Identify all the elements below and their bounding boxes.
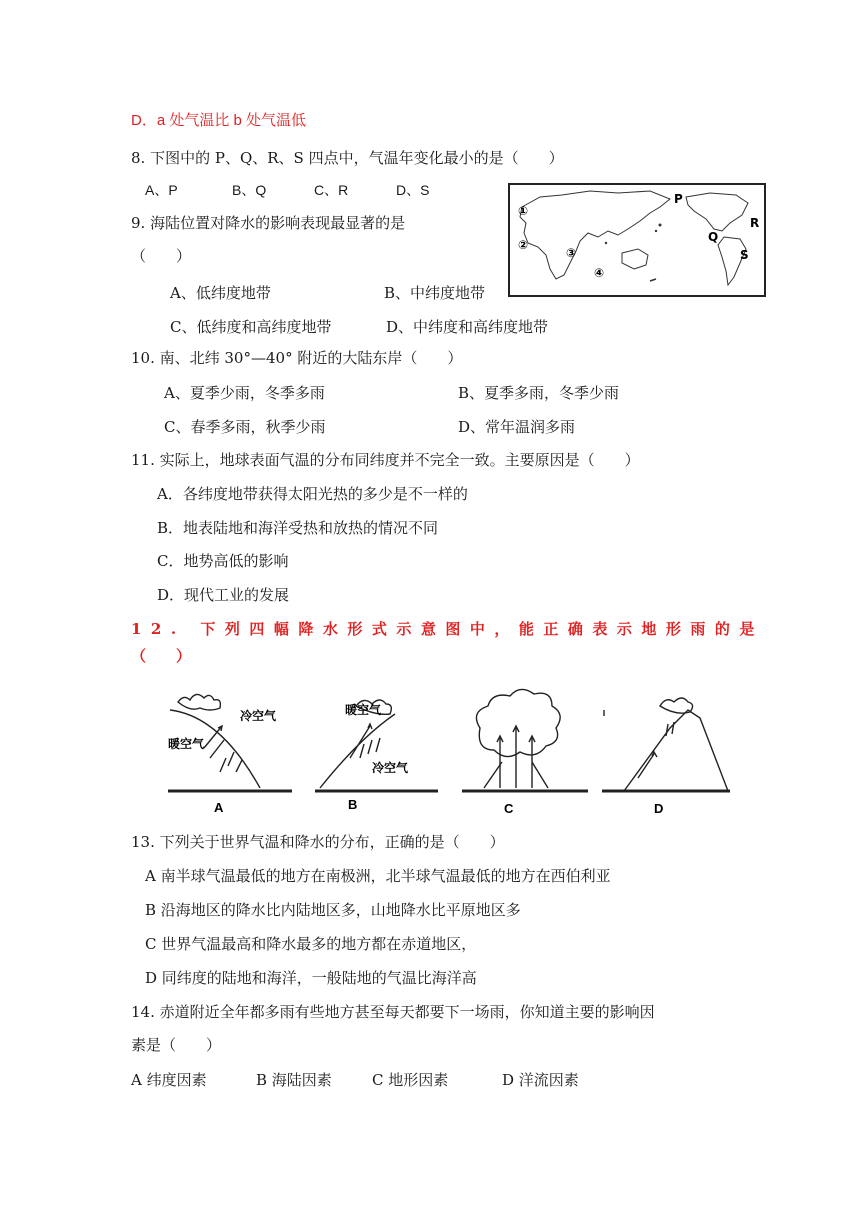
mountain-d xyxy=(624,710,728,791)
front-line-b xyxy=(320,714,395,788)
q8-stem: 8. 下图中的 P、Q、R、S 四点中，气温年变化最小的是（ ） xyxy=(131,149,564,167)
circled-4-label: ④ xyxy=(594,266,605,280)
arrow-d1 xyxy=(638,754,654,778)
q11-option-b[interactable]: B．地表陆地和海洋受热和放热的情况不同 xyxy=(157,519,439,537)
precipitation-figures-svg xyxy=(160,688,740,818)
q10-option-a[interactable]: A、夏季少雨，冬季多雨 xyxy=(164,384,325,402)
q14-option-d[interactable]: D 洋流因素 xyxy=(502,1071,579,1089)
q11-option-a[interactable]: A．各纬度地带获得太阳光热的多少是不一样的 xyxy=(157,485,468,503)
q8-option-b[interactable]: B、Q xyxy=(232,182,267,198)
fig-c-caption: C xyxy=(504,801,514,816)
q7-option-d: D．a 处气温比 b 处气温低 xyxy=(131,112,307,129)
point-p-label: P xyxy=(674,192,683,206)
q11-option-d[interactable]: D．现代工业的发展 xyxy=(157,586,290,604)
q11-stem: 11. 实际上，地球表面气温的分布同纬度并不完全一致。主要原因是（ ） xyxy=(131,451,640,469)
precipitation-figures xyxy=(160,688,740,818)
q13-option-d[interactable]: D 同纬度的陆地和海洋，一般陆地的气温比海洋高 xyxy=(145,969,477,987)
cloud-a xyxy=(178,694,220,710)
island-dot xyxy=(659,224,662,227)
arrow-b1 xyxy=(350,726,370,758)
q10-stem: 10. 南、北纬 30°—40° 附近的大陆东岸（ ） xyxy=(131,349,463,367)
circled-1-label: ① xyxy=(518,204,529,218)
cloud-c xyxy=(476,689,560,756)
q8-option-d[interactable]: D、S xyxy=(396,182,430,198)
q12-stem: 12. 下列四幅降水形式示意图中，能正确表示地形雨的是 xyxy=(131,620,764,638)
circled-3-label: ③ xyxy=(566,246,577,260)
q11-option-c[interactable]: C．地势高低的影响 xyxy=(157,552,289,570)
q12-paren: （ ） xyxy=(131,647,192,665)
island-dot xyxy=(605,242,607,244)
fig-b-cold-air-label: 冷空气 xyxy=(372,761,409,775)
fig-b-caption: B xyxy=(348,797,358,812)
q10-option-b[interactable]: B、夏季多雨，冬季少雨 xyxy=(458,384,620,402)
world-map-figure xyxy=(508,183,766,297)
q14-stem-line2: 素是（ ） xyxy=(131,1036,222,1054)
q8-option-a[interactable]: A、P xyxy=(145,182,178,198)
australia-outline xyxy=(622,249,648,269)
q10-option-d[interactable]: D、常年温润多雨 xyxy=(458,418,576,436)
island-mark xyxy=(650,279,656,281)
updraft-c xyxy=(500,728,532,788)
q10-option-c[interactable]: C、春季多雨，秋季少雨 xyxy=(164,418,326,436)
q9-option-a[interactable]: A、低纬度地带 xyxy=(170,284,271,302)
q13-stem: 13. 下列关于世界气温和降水的分布，正确的是（ ） xyxy=(131,833,505,851)
q8-option-c[interactable]: C、R xyxy=(314,182,349,198)
q9-paren: （ ） xyxy=(131,247,192,265)
circled-2-label: ② xyxy=(518,238,529,252)
point-s-label: S xyxy=(740,248,749,262)
q13-option-a[interactable]: A 南半球气温最低的地方在南极洲，北半球气温最低的地方在西伯利亚 xyxy=(145,867,611,885)
q13-option-b[interactable]: B 沿海地区的降水比内陆地区多，山地降水比平原地区多 xyxy=(145,901,521,919)
q14-option-b[interactable]: B 海陆因素 xyxy=(256,1071,332,1089)
q13-option-c[interactable]: C 世界气温最高和降水最多的地方都在赤道地区， xyxy=(145,935,477,953)
q14-option-a[interactable]: A 纬度因素 xyxy=(131,1071,207,1089)
arrow-a2 xyxy=(210,740,224,758)
north-america-outline xyxy=(686,193,748,231)
fig-b-warm-air-label: 暖空气 xyxy=(345,703,382,717)
q9-option-c[interactable]: C、低纬度和高纬度地带 xyxy=(170,318,332,336)
world-map-svg xyxy=(510,185,764,295)
point-q-label: Q xyxy=(708,230,719,244)
fig-a-caption: A xyxy=(214,800,224,815)
q9-stem: 9. 海陆位置对降水的影响表现最显著的是 xyxy=(131,214,406,232)
fig-a-cold-air-label: 冷空气 xyxy=(240,709,277,723)
q14-stem-line1: 14. 赤道附近全年都多雨有些地方甚至每天都要下一场雨，你知道主要的影响因 xyxy=(131,1003,655,1021)
fig-d-caption: D xyxy=(654,801,664,816)
island-dot xyxy=(655,230,657,232)
q9-option-b[interactable]: B、中纬度地带 xyxy=(384,284,486,302)
q14-option-c[interactable]: C 地形因素 xyxy=(372,1071,449,1089)
q9-option-d[interactable]: D、中纬度和高纬度地带 xyxy=(386,318,549,336)
fig-a-warm-air-label: 暖空气 xyxy=(168,737,205,751)
point-r-label: R xyxy=(750,216,760,230)
